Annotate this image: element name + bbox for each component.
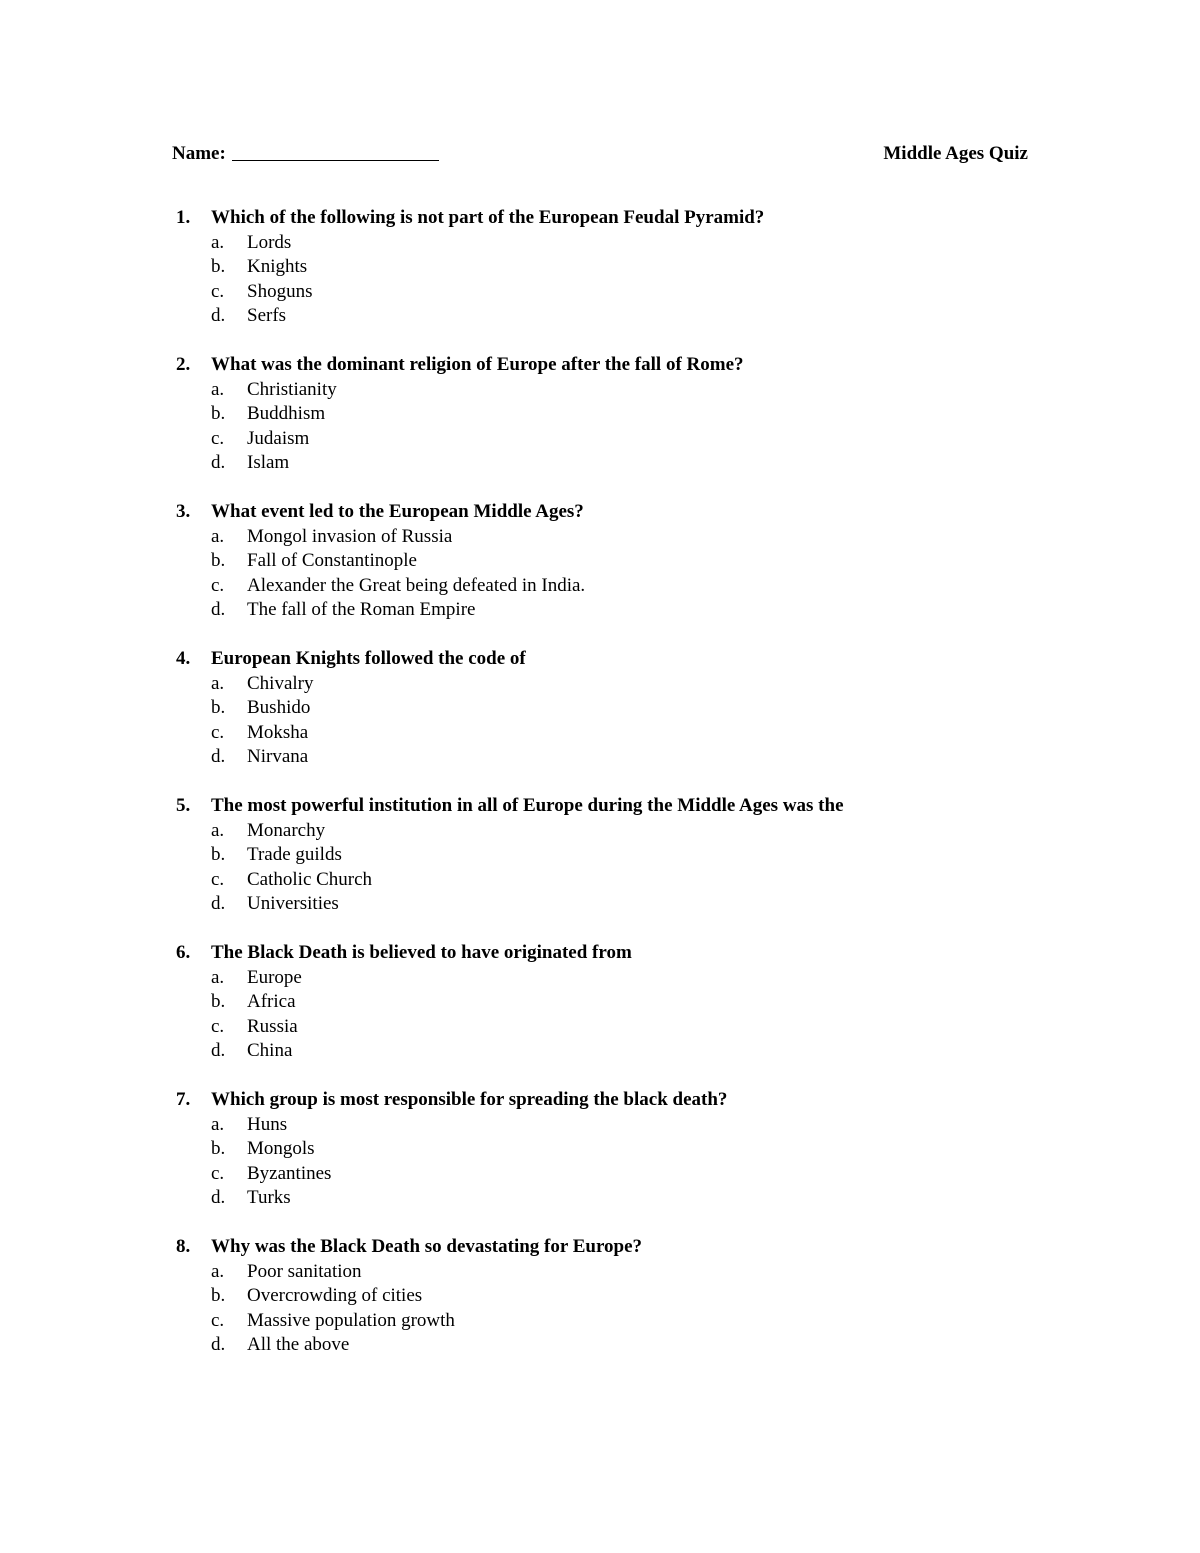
answer-option: [172, 721, 1072, 745]
question-heading: [172, 499, 1072, 525]
question-number: 6.: [176, 942, 191, 963]
answer-option: [172, 451, 1072, 475]
option-letter: c.: [211, 868, 225, 890]
option-letter: c.: [211, 427, 225, 449]
question-item: [172, 352, 1072, 499]
answer-options: [172, 525, 1072, 623]
question-item: [172, 1234, 1072, 1381]
option-text: Huns: [247, 1114, 288, 1135]
option-text: Serfs: [247, 305, 287, 327]
option-letter: a.: [211, 673, 225, 694]
question-number: 2.: [176, 354, 191, 375]
answer-option: [172, 378, 1072, 402]
question-item: [172, 646, 1072, 793]
question-heading: [172, 646, 1072, 672]
answer-option: [172, 525, 1072, 549]
answer-options: [172, 966, 1072, 1064]
answer-option: [172, 892, 1072, 916]
option-text: Universities: [247, 893, 339, 915]
answer-option: [172, 1284, 1072, 1308]
option-text: Christianity: [247, 379, 337, 400]
answer-option: [172, 574, 1072, 598]
answer-option: [172, 1137, 1072, 1161]
option-text: Byzantines: [247, 1162, 332, 1184]
option-text: Buddhism: [247, 403, 326, 425]
question-number: 3.: [176, 501, 191, 522]
answer-option: [172, 1162, 1072, 1186]
option-letter: b.: [211, 550, 226, 572]
question-text: Why was the Black Death so devastating for Europe?: [211, 1236, 643, 1257]
question-heading: [172, 1234, 1072, 1260]
option-letter: d.: [211, 893, 226, 915]
question-item: [172, 1087, 1072, 1234]
answer-option: [172, 868, 1072, 892]
answer-option: [172, 231, 1072, 255]
option-letter: a.: [211, 1114, 225, 1135]
option-text: Chivalry: [247, 673, 314, 694]
option-letter: a.: [211, 1261, 225, 1282]
option-text: The fall of the Roman Empire: [247, 599, 476, 621]
question-number: 4.: [176, 648, 191, 669]
option-text: Moksha: [247, 721, 309, 743]
answer-option: [172, 1015, 1072, 1039]
name-blank-line: [232, 160, 439, 161]
option-text: Judaism: [247, 427, 310, 449]
question-text: What event led to the European Middle Ages?: [211, 501, 584, 522]
question-item: [172, 499, 1072, 646]
option-letter: c.: [211, 1162, 225, 1184]
answer-option: [172, 255, 1072, 279]
option-letter: c.: [211, 574, 225, 596]
question-text: The Black Death is believed to have originated from: [211, 942, 632, 963]
answer-option: [172, 280, 1072, 304]
question-heading: [172, 205, 1072, 231]
answer-options: [172, 672, 1072, 770]
question-text: European Knights followed the code of: [211, 648, 526, 669]
question-heading: [172, 793, 1072, 819]
question-list: [172, 205, 1072, 1381]
question-text: Which group is most responsible for spreading the black death?: [211, 1089, 728, 1110]
option-letter: d.: [211, 746, 226, 768]
option-text: Africa: [247, 991, 296, 1013]
option-letter: d.: [211, 305, 226, 327]
option-text: Monarchy: [247, 820, 326, 841]
answer-option: [172, 843, 1072, 867]
answer-option: [172, 745, 1072, 769]
option-text: Lords: [247, 232, 292, 253]
option-text: Nirvana: [247, 746, 309, 768]
answer-option: [172, 1039, 1072, 1063]
answer-option: [172, 402, 1072, 426]
answer-option: [172, 819, 1072, 843]
option-text: Mongol invasion of Russia: [247, 526, 453, 547]
option-text: Poor sanitation: [247, 1261, 362, 1282]
option-text: Turks: [247, 1187, 291, 1209]
answer-options: [172, 1260, 1072, 1358]
option-letter: b.: [211, 256, 226, 278]
question-item: [172, 793, 1072, 940]
option-text: Alexander the Great being defeated in India.: [247, 574, 586, 596]
option-letter: d.: [211, 1334, 226, 1356]
option-letter: c.: [211, 721, 225, 743]
question-number: 8.: [176, 1236, 191, 1257]
question-text: What was the dominant religion of Europe after the fall of Rome?: [211, 354, 744, 375]
option-text: Trade guilds: [247, 844, 342, 866]
option-text: Europe: [247, 967, 302, 988]
question-text: Which of the following is not part of the European Feudal Pyramid?: [211, 207, 765, 228]
option-letter: b.: [211, 844, 226, 866]
answer-option: [172, 696, 1072, 720]
question-item: [172, 940, 1072, 1087]
answer-option: [172, 1309, 1072, 1333]
option-text: Shoguns: [247, 280, 313, 302]
page-header: [172, 140, 1028, 168]
option-letter: c.: [211, 1309, 225, 1331]
answer-option: [172, 427, 1072, 451]
option-letter: a.: [211, 232, 225, 253]
option-text: Fall of Constantinople: [247, 550, 417, 572]
answer-option: [172, 598, 1072, 622]
answer-option: [172, 672, 1072, 696]
quiz-title: Middle Ages Quiz: [883, 143, 1028, 164]
question-number: 1.: [176, 207, 191, 228]
option-letter: b.: [211, 697, 226, 719]
option-letter: b.: [211, 1285, 226, 1307]
option-letter: d.: [211, 1040, 226, 1062]
option-letter: b.: [211, 1138, 226, 1160]
answer-option: [172, 1260, 1072, 1284]
option-text: Massive population growth: [247, 1309, 455, 1331]
option-letter: a.: [211, 820, 225, 841]
answer-option: [172, 549, 1072, 573]
option-letter: b.: [211, 403, 226, 425]
question-number: 5.: [176, 795, 191, 816]
name-label: Name:: [172, 143, 226, 164]
answer-options: [172, 819, 1072, 917]
option-letter: d.: [211, 1187, 226, 1209]
question-heading: [172, 940, 1072, 966]
option-text: Russia: [247, 1015, 298, 1037]
option-text: China: [247, 1040, 293, 1062]
option-text: All the above: [247, 1334, 350, 1356]
option-letter: a.: [211, 379, 225, 400]
question-item: [172, 205, 1072, 352]
answer-option: [172, 304, 1072, 328]
answer-option: [172, 1113, 1072, 1137]
answer-option: [172, 1333, 1072, 1357]
question-heading: [172, 1087, 1072, 1113]
answer-options: [172, 378, 1072, 476]
option-letter: d.: [211, 452, 226, 474]
question-text: The most powerful institution in all of Europe during the Middle Ages was the: [211, 795, 844, 816]
option-letter: a.: [211, 526, 225, 547]
option-text: Islam: [247, 452, 290, 474]
option-text: Knights: [247, 256, 308, 278]
answer-option: [172, 1186, 1072, 1210]
answer-options: [172, 1113, 1072, 1211]
option-letter: a.: [211, 967, 225, 988]
answer-options: [172, 231, 1072, 329]
option-letter: c.: [211, 1015, 225, 1037]
option-letter: c.: [211, 280, 225, 302]
option-text: Overcrowding of cities: [247, 1285, 423, 1307]
answer-option: [172, 966, 1072, 990]
question-heading: [172, 352, 1072, 378]
answer-option: [172, 990, 1072, 1014]
option-text: Bushido: [247, 697, 311, 719]
option-text: Mongols: [247, 1138, 315, 1160]
option-letter: d.: [211, 599, 226, 621]
option-letter: b.: [211, 991, 226, 1013]
question-number: 7.: [176, 1089, 191, 1110]
option-text: Catholic Church: [247, 868, 373, 890]
